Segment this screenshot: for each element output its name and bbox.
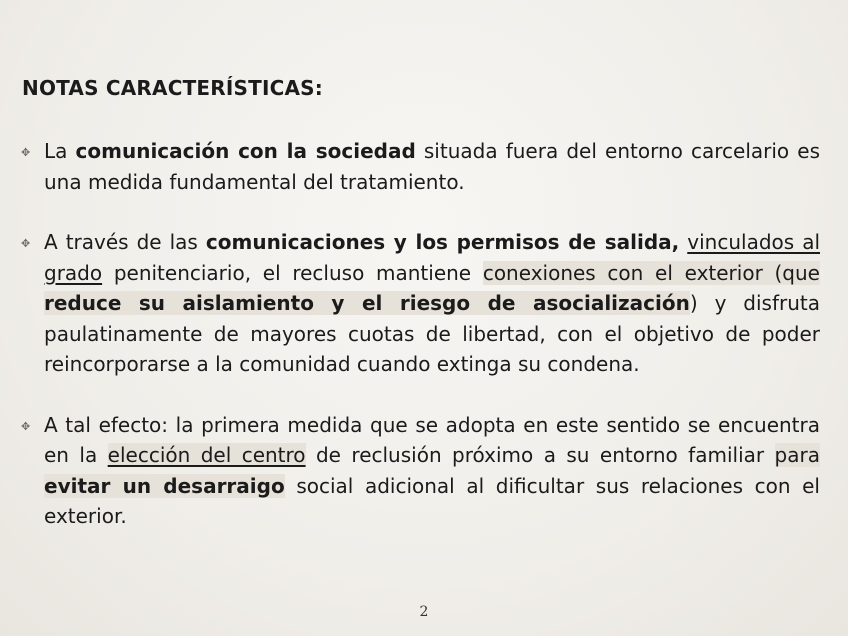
- page-number: 2: [419, 604, 429, 620]
- bullet-text-segment: vinculados al grado: [44, 230, 821, 285]
- bullet-text-segment: penitenciario, el recluso mantiene: [102, 260, 483, 285]
- bullet-item: [20, 227, 820, 380]
- bullet-item: [20, 136, 820, 197]
- bullet-text-segment: ) y disfruta paulatinamente de mayores cuotas de libertad, con el objetivo de poder reincorporarse a la comunidad cuando extinga su condena.: [44, 291, 820, 376]
- bullet-text-segment: comunicaciones y los permisos de salida,: [205, 230, 680, 254]
- bullet-text-segment: elección del centro: [107, 443, 306, 467]
- bullet-text-segment: conexiones con el exterior (que: [482, 260, 820, 285]
- bullet-text-segment: evitar un desarraigo: [44, 473, 285, 498]
- bullet-text-segment: A tal efecto: la primera medida que se adopta en este sentido se encuentra en la: [44, 412, 820, 467]
- bullet-icon: ✥: [21, 419, 31, 433]
- bullet-text-segment: de reclusión próximo a su entorno familiar: [305, 443, 775, 467]
- bullet-text-segment: social adicional al dificultar sus relaciones con el exterior.: [44, 473, 820, 528]
- bullet-text-segment: La: [44, 139, 76, 163]
- bullet-text-segment: situada fuera del entorno carcelario es una medida fundamental del tratamiento.: [44, 139, 820, 194]
- bullet-text-segment: para: [774, 443, 820, 467]
- bullet-icon: ✥: [21, 237, 31, 250]
- bullet-icon: ✥: [21, 146, 31, 159]
- bullet-text-segment: reduce su aislamiento y el riesgo de asocialización: [44, 291, 690, 315]
- bullet-item: [20, 410, 820, 532]
- bullet-text-segment: comunicación con la sociedad: [75, 139, 416, 163]
- bullet-list: [20, 136, 820, 532]
- bullet-text-segment: A través de las: [44, 230, 206, 254]
- slide-heading: NOTAS CARACTERÍSTICAS:: [22, 76, 323, 100]
